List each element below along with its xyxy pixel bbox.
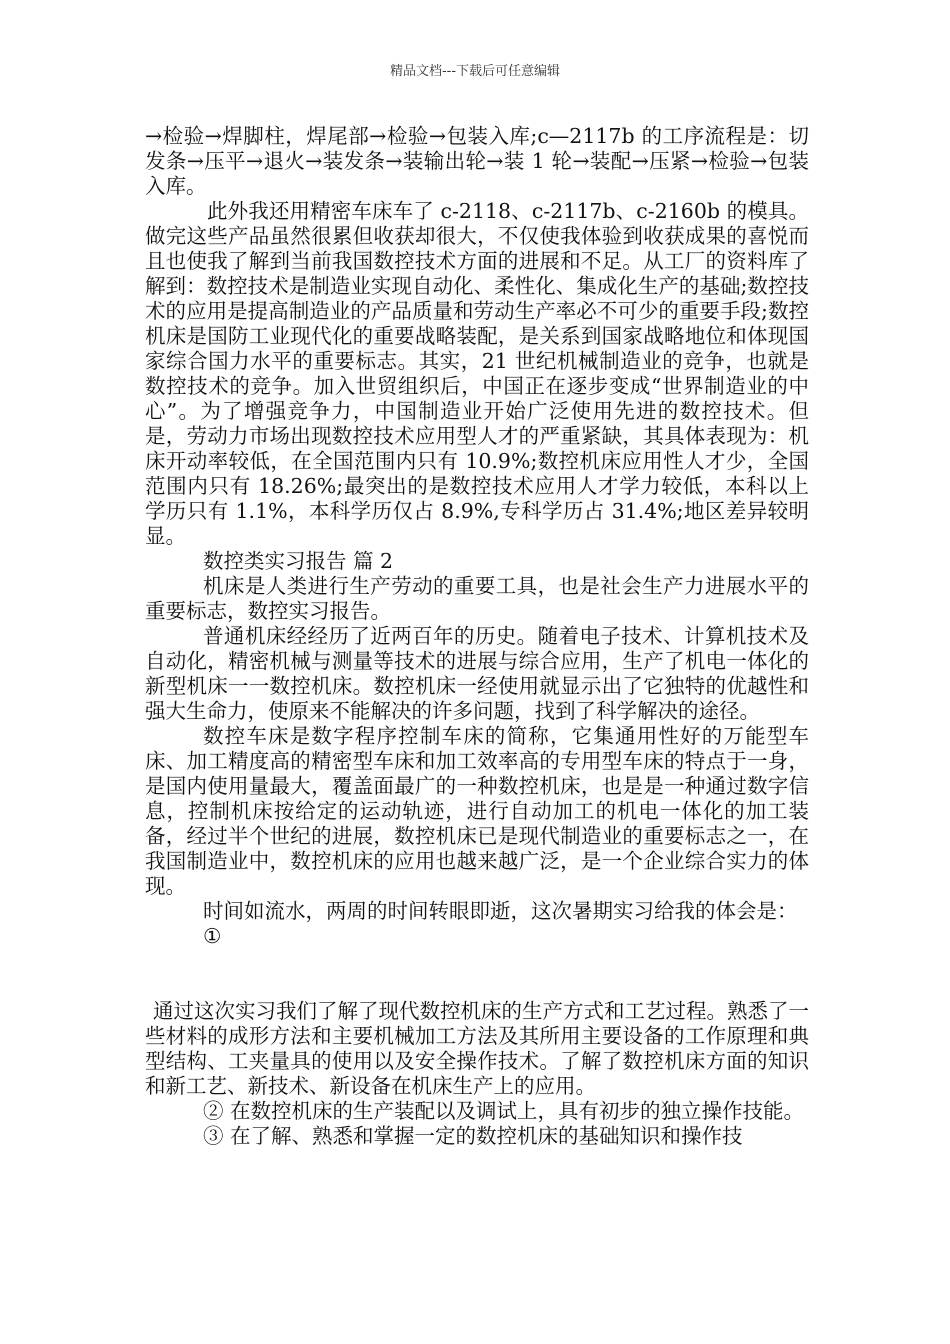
list-marker-1: ①: [203, 924, 222, 948]
spacer: [145, 949, 809, 999]
paragraph-experience-1: 通过这次实习我们了解了现代数控机床的生产方式和工艺过程。熟悉了一些材料的成形方法和主要机械加工方法及其所用主要设备的工作原理和典型结构、工夹量具的使用以及安全操作技术。了解了数控机床方面的知识和新工艺、新技术、新设备在机床生产上的应用。: [145, 999, 809, 1098]
paragraph-experience-2: ② 在数控机床的生产装配以及调试上，具有初步的独立操作技能。: [203, 1099, 805, 1123]
paragraph-process-flow: →检验→焊脚柱，焊尾部→检验→包装入库;c—2117b 的工序流程是：切发条→压平→退火→装发条→装输出轮→装 1 轮→装配→压紧→检验→包装入库。: [145, 124, 809, 198]
paragraph-cnc-lathe: 数控车床是数字程序控制车床的简称，它集通用性好的万能型车床、加工精度高的精密型车床和加工效率高的专用型车床的特点于一身，是国内使用量最大，覆盖面最广的一种数控机床，也是是一种通过数字信息，控制机床按给定的运动轨迹，进行自动加工的机电一体化的加工装备，经过半个世纪的进展，数控机床已是现代制造业的重要标志之一，在我国制造业中，数控机床的应用也越来越广泛，是一个企业综合实力的体现。: [145, 724, 809, 898]
paragraph-cnc-development: 此外我还用精密车床车了 c-2118、c-2117b、c-2160b 的模具。做完这些产品虽然很累但收获却很大，不仅使我体验到收获成果的喜悦而且也使我了解到当前我国数控技术方面的进展和不足。从工厂的资料库了解到：数控技术是制造业实现自动化、柔性化、集成化生产的基础;数控技术的应用是提高制造业的产品质量和劳动生产率必不可少的重要手段;数控机床是国防工业现代化的重要战略装配，是关系到国家战略地位和体现国家综合国力水平的重要标志。其实，21 世纪机械制造业的竞争，也就是数控技术的竞争。加入世贸组织后，中国正在逐步变成“世界制造业的中心”。为了增强竞争力，中国制造业开始广泛使用先进的数控技术。但是，劳动力市场出现数控技术应用型人才的严重紧缺，其具体表现为：机床开动率较低，在全国范围内只有 10.9%;数控机床应用性人才少，全国范围内只有 18.26%;最突出的是数控技术应用人才学力较低，本科以上学历只有 1.1%，本科学历仅占 8.9%,专科学历占 31.4%;地区差异较明显。: [145, 199, 809, 548]
page-header: 精品文档---下载后可任意编辑: [389, 64, 561, 79]
document-body: [145, 124, 809, 1149]
paragraph-experience-intro: 时间如流水，两周的时间转眼即逝，这次暑期实习给我的体会是：: [203, 899, 798, 923]
section-heading: 数控类实习报告 篇 2: [203, 549, 394, 573]
paragraph-machine-tool-intro: 机床是人类进行生产劳动的重要工具，也是社会生产力进展水平的重要标志，数控实习报告。: [145, 574, 809, 623]
paragraph-experience-3: ③ 在了解、熟悉和掌握一定的数控机床的基础知识和操作技: [203, 1124, 743, 1148]
paragraph-machine-tool-history: 普通机床经经历了近两百年的历史。随着电子技术、计算机技术及自动化，精密机械与测量等技术的进展与综合应用，生产了机电一体化的新型机床一一数控机床。数控机床一经使用就显示出了它独特的优越性和强大生命力，使原来不能解决的许多问题，找到了科学解决的途径。: [145, 624, 809, 723]
